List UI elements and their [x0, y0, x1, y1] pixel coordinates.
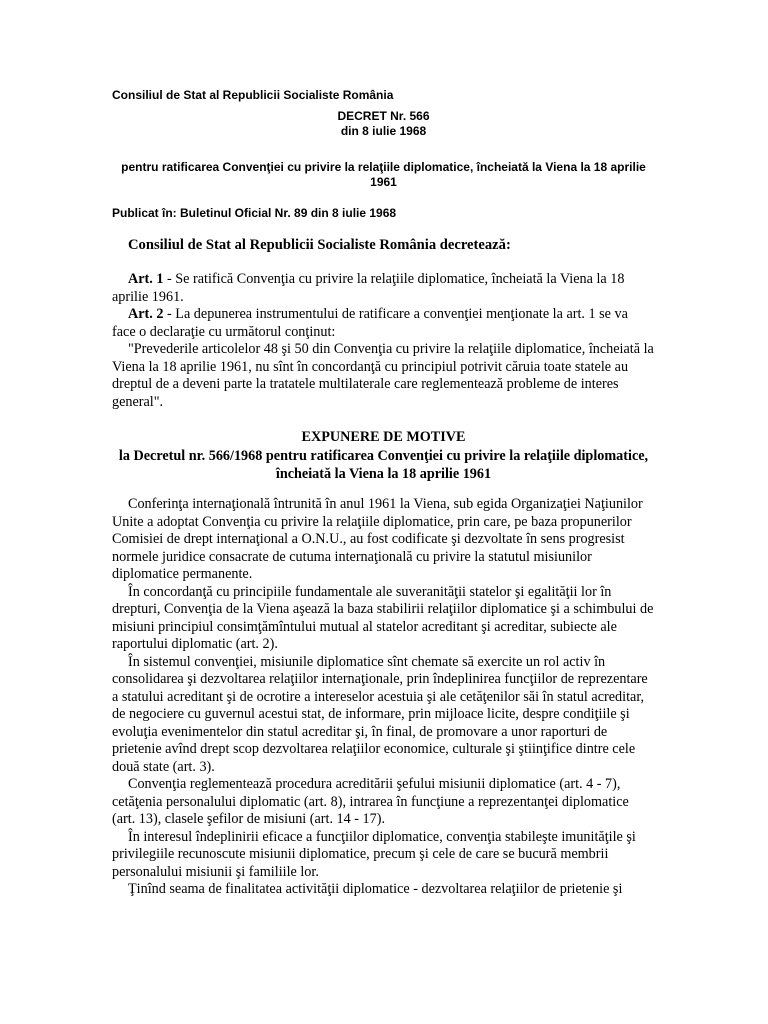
- paragraph: În sistemul convenţiei, misiunile diplomatice sînt chemate să exercite un rol activ în consolidarea şi dezvoltarea relaţiilor internaţionale, prin îndeplinirea funcţiilor de reprezentare a statului acreditant şi de ocrotire a intereselor acestuia şi ale cetăţenilor săi în statul acreditar, de negociere cu guvernul acestui stat, de informare, prin mijloace licite, despre condiţiile şi evoluţia evenimentelor din statul acreditar şi, în final, de promovare a unor raporturi de prietenie avînd drept scop dezvoltarea relaţiilor economice, culturale şi ştiinţifice dintre cele două state (art. 3).: [112, 653, 648, 775]
- article-2: [112, 306, 655, 341]
- decree-purpose: pentru ratificarea Convenţiei cu privire la relaţiile diplomatice, încheiată la Viena la 18 aprilie 1961: [121, 160, 646, 189]
- articles-section: [112, 271, 655, 411]
- paragraph: Ţinînd seama de finalitatea activităţii diplomatice - dezvoltarea relaţiilor de prietenie şi: [128, 881, 623, 897]
- decree-intro: Consiliul de Stat al Republicii Socialiste România decretează:: [128, 237, 511, 253]
- article-text: - Se ratifică Convenţia cu privire la relaţiile diplomatice, încheiată la Viena la 18 aprilie 1961.: [112, 271, 625, 305]
- paragraph: În interesul îndeplinirii eficace a funcţiilor diplomatice, convenţia stabileşte imunităţile şi privilegiile recunoscute misiunii diplomatice, precum şi cele de care se bucură membrii personalului misiunii şi familiile lor.: [112, 828, 636, 880]
- paragraph: În concordanţă cu principiile fundamentale ale suveranităţii statelor şi egalităţii lor în drepturi, Convenţia de la Viena aşează la baza stabilirii relaţiilor diplomatice şi a schimbului de misiuni principiul consimţămîntului mutual al statelor acreditant şi acreditar, subiecte ale raportului diplomatic (art. 2).: [112, 583, 654, 652]
- publication-info: Publicat în: Buletinul Oficial Nr. 89 din 8 iulie 1968: [112, 206, 397, 220]
- decree-date: din 8 iulie 1968: [340, 124, 427, 138]
- motives-title: EXPUNERE DE MOTIVE: [301, 429, 466, 445]
- paragraph: Conferinţa internaţională întrunită în anul 1961 la Viena, sub egida Organizaţiei Naţiunilor Unite a adoptat Convenţia cu privire la relaţiile diplomatice, prin care, pe baza propunerilor Comisiei de drept internaţional a O.N.U., au fost codificate şi dezvoltate în sens progresist normele juridice consacrate de cutuma internaţională cu privire la statutul misiunilor diplomatice permanente.: [112, 496, 643, 582]
- motives-subtitle: la Decretul nr. 566/1968 pentru ratificarea Convenţiei cu privire la relaţiile diplomatice, încheiată la Viena la 18 aprilie 1961: [118, 447, 649, 482]
- declaration-quote: "Prevederile articolelor 48 şi 50 din Convenţia cu privire la relaţiile diplomatice, încheiată la Viena la 18 aprilie 1961, nu sînt în concordanţă cu principiul potrivit căruia toate statele au dreptul de a deveni parte la tratatele multilaterale care reglementează probleme de interes general".: [112, 341, 654, 410]
- article-label: Art. 1: [128, 271, 164, 287]
- paragraph: Convenţia reglementează procedura acreditării şefului misiunii diplomatice (art. 4 - 7), cetăţenia personalului diplomatic (art. 8), intrarea în funcţiune a reprezentanţei diplomatice (art. 13), clasele şefilor de misiuni (art. 14 - 17).: [112, 776, 629, 827]
- article-text: - La depunerea instrumentului de ratificare a convenţiei menţionate la art. 1 se va face o declaraţie cu următorul conţinut:: [112, 306, 628, 340]
- article-label: Art. 2: [128, 306, 164, 322]
- article-1: [112, 271, 655, 306]
- motives-heading: [112, 428, 655, 484]
- motives-body: [112, 496, 655, 899]
- decree-number: DECRET Nr. 566: [337, 109, 430, 123]
- issuer-heading: Consiliul de Stat al Republicii Socialiste România: [112, 88, 394, 102]
